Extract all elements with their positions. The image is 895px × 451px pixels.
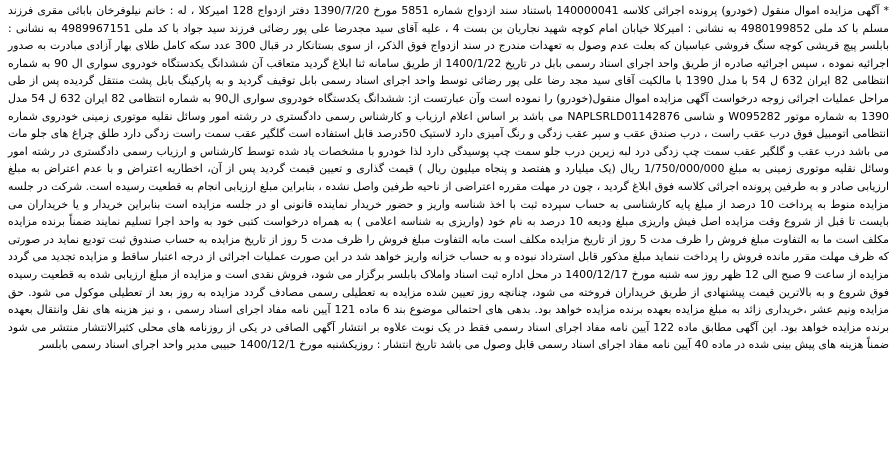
auction-notice-text: * آگهی مزایده اموال منقول (خودرو) پرونده اجرائی کلاسه 140000041 باستناد سند ازدواج شماره 5851 مورخ 1390/7/20 دفتر ازدواج 128 امیرکلا ، له : خانم نیلوفرخان بابائی مقری فرزند مسلم با کد ملی 4980199852 به نشانی : امیرکلا خیابان امام کوچه شهید نجاریان بن بست 4 ، علیه آقای سید مجدرضا علی پور رضائی فرزند سید جواد با کد ملی 4989967151 به نشانی : بابلسر پیچ قریشی کوچه سنگ فروشی عباسیان که بعلت عدم وصول به تعهدات مندرج در سند ازدواج فوق الذکر، از سوی بستانکار در قبال 300 عدد سکه کامل طلای بهار آزادی مبادرت به صدور اجرائیه نموده ، سپس اجرائیه صادره از طریق واحد اجرای اسناد رسمی بابل در تاریخ 1400/1/22 از طریق سامانه ثنا ابلاغ گردید متعاقب آن ششدانگ یکدستگاه خودروی سواری ال 90 به شماره انتظامی 82 ایران 632 ل 54 با مدل 1390 با مالکیت آقای سید مجد رضا علی پور رضائی توسط واحد اجرای اسناد رسمی بابل توقیف گردید و به پارکینگ بابل پشت منتقل گردیده پس از طی مراحل عملیات اجرائی زوجه درخواست آگهی مزایده اموال منقول(خودرو) را نموده است وآن عبارتست از: ششدانگ یکدستگاه خودروی سواری ال90 به شماره انتظامی 82 ایران 632 ل 54 مدل 1390 به شماره موتور W095282 و شاسی NAPLSRLD01142876 می باشد بر اساس اعلام ارزیاب و کارشناس رسمی دادگستری در رشته امور وسائل نقلیه موتوری زمینی خودروی شماره انتظامی اتومبیل فوق درب عقب راست ، درب صندق عقب و سپر عقب زدگی و رنگ آمیزی دارد لاستیک 50درصد قابل استفاده است گلگیر عقب سمت راست زدگی دارد طلق چراغ های جلو مات می باشد درب عقب و گلگیر عقب سمت چپ زدگی درد لبه زیرین درب جلو سمت چپ پوسیدگی دارد لذا خودرو با مشخصات یاد شده توسط کارشناس و ارزیاب رسمی دادگستری در رشته امور وسائل نقلیه موتوری زمینی به مبلغ 1/750/000/000 ریال (یک میلیارد و هفتصد و پنجاه میلیون ریال ) قیمت گذاری و تعیین قیمت گردید پس از آن، اخطاریه اعتراض و با عدم اعتراض به مبلغ ارزیابی صادر و به طرفین پرونده اجرائی کلاسه فوق ابلاغ گردید ، چون در مهلت مقرره اعتراضی از ناحیه طرفین واصل نشده ، بنابراین مبلغ ارزیابی انجام به قطعیت رسیده است. شرکت در جلسه مزایده منوط به پرداخت 10 درصد از مبلغ پایه کارشناسی به حساب سپرده ثبت با اخذ شناسه واریز و حضور خریدار نماینده قانونی او در جلسه مزایده است بنابراین خریدار و یا خریداران می بایست تا قبل از شروع وقت مزایده اصل فیش واریزی مبلغ ودیعه 10 درصد به نام خود (واریزی به شناسه اعلامی ) به همراه درخواست کتبی خود به واحد اجرا تسلیم نمایند ضمناً برنده مزایده مکلف است ما به التفاوت مبلغ فروش را ظرف مدت 5 روز از تاریخ مزایده مکلف است مابه التفاوت مبلغ فروش را ظرف مدت 5 روز از تاریخ مزایده به حساب صندوق ثبت تودیع نماید در صورتی که ظرف مهلت مقرر مانده فروش را پرداخت ننماید مبلغ مذکور قابل استرداد نبوده و به حساب خزانه واریز خواهد شد در این صورت عملیات اجرائی از درجه اعتبار ساقط و مزایده تجدید می گردد مزایده از ساعت 9 صبح الی 12 ظهر روز سه شنبه مورخ 1400/12/17 در محل اداره ثبت اسناد واملاک بابلسر برگزار می شود، فروش نقدی است و مزایده از مبلغ ارزیابی شده به قطعیت رسیده فوق شروع و به بالاترین قیمت پیشنهادی از طریق خریداران فروخته می شود، چنانچه روز تعیین شده مزایده به تعطیلی رسمی مصادف گردد مزایده به روز بعد از تعطیلی موکول می شود. حق مزایده ونیم عشر ،خریداری زائد به مبلغ مزایده بعهده برنده مزایده خواهد بود. بدهی های احتمالی موضوع بند 6 ماده 121 آیین نامه مفاد اجرای اسناد رسمی ، و نیز هزینه های نقل وانتقال بعهده برنده مزایده خواهد بود. این آگهی مطابق ماده 122 آیین نامه مفاد اجرای اسناد رسمی فقط در یک نوبت علاوه بر انتشار آگهی الصاقی در یکی از روزنامه های محلی کثیرالانتشار منتشر می شود ضمناً هزینه های پیش بینی شده در ماده 40 آیین نامه مفاد اجرای اسناد رسمی قابل وصول می باشد تاریخ انتشار : روزیکشنبه مورخ 1400/12/1 حبیبی مدیر واحد اجرای اسناد رسمی بابلسر: [8, 4, 890, 352]
